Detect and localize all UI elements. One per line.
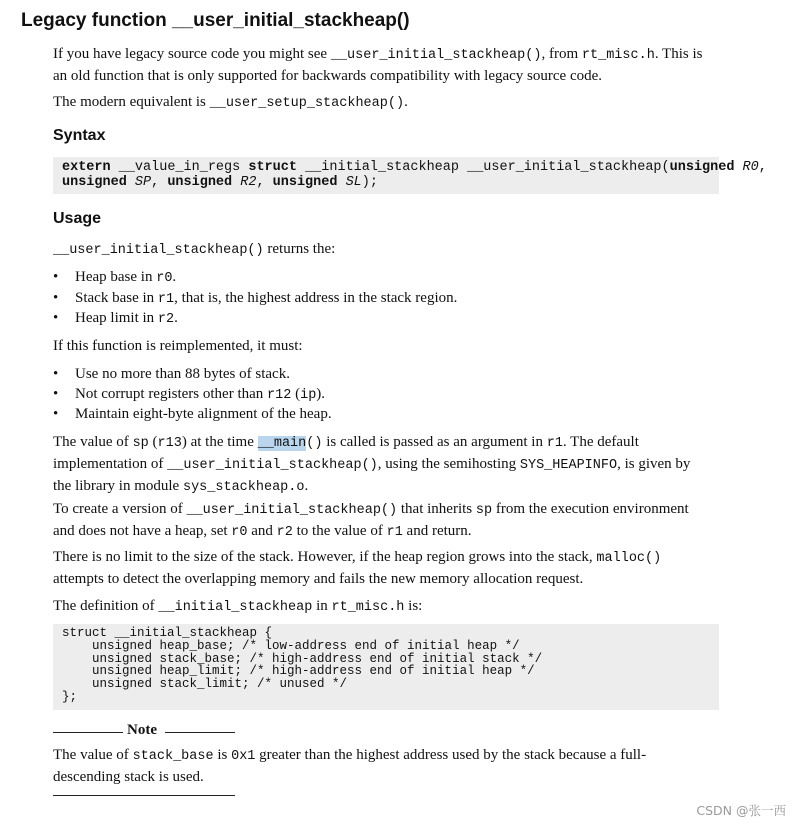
text: The value of <box>53 747 133 763</box>
code-register: r1 <box>386 525 403 540</box>
text: If you have legacy source code you might see <box>53 46 331 62</box>
stack-pointer-paragraph <box>53 432 733 498</box>
returns-paragraph <box>53 239 733 261</box>
reimplemented-paragraph: If this function is reimplemented, it must: <box>53 338 303 354</box>
text: from the execution environment <box>492 501 689 517</box>
stack-limit-paragraph <box>53 547 733 589</box>
text: returns the: <box>263 241 336 257</box>
watermark: CSDN @张一西 <box>696 803 786 818</box>
syntax-code-block <box>53 157 767 194</box>
text: is: <box>404 598 423 614</box>
code-keyword: unsigned <box>669 160 743 175</box>
text: , from <box>541 46 582 62</box>
paragraph-line <box>53 521 733 543</box>
text: The modern equivalent is <box>53 94 210 110</box>
list-item <box>53 289 457 310</box>
paragraph-line <box>53 476 733 498</box>
text: ( <box>148 434 158 450</box>
text: . <box>404 94 408 110</box>
text: and <box>247 523 277 539</box>
text: Heap base in <box>75 269 157 285</box>
code-function-name: __user_initial_stackheap() <box>186 503 398 518</box>
code-line: unsigned heap_limit; /* high-address end of initial heap */ <box>62 664 535 679</box>
list-item <box>53 268 457 289</box>
text: and return. <box>402 523 472 539</box>
text: and does not have a heap, set <box>53 523 232 539</box>
code-line: unsigned stack_base; /* high-address end of initial stack */ <box>62 651 543 666</box>
paragraph-line <box>53 432 733 454</box>
paragraph-line <box>53 547 733 569</box>
note-rule-left <box>53 732 123 733</box>
text: The definition of <box>53 598 159 614</box>
syntax-line-1 <box>62 160 767 175</box>
code-keyword: extern <box>62 160 119 175</box>
text: Maintain eight-byte alignment of the heap. <box>75 406 332 422</box>
text: Not corrupt registers other than <box>75 385 268 402</box>
highlighted-main-link[interactable]: __main <box>257 436 307 451</box>
definition-paragraph <box>53 596 733 618</box>
code-token: __initial_stackheap __user_initial_stackheap( <box>305 160 670 175</box>
code-header-name: rt_misc.h <box>331 600 405 615</box>
text: is called is passed as an argument in <box>322 434 547 450</box>
requirements-list <box>53 365 332 425</box>
note-label: Note <box>127 722 157 738</box>
text: to the value of <box>292 523 387 539</box>
struct-code-block <box>53 624 719 710</box>
paragraph-line <box>53 454 733 476</box>
list-item <box>53 309 457 330</box>
code-keyword: struct <box>248 160 306 175</box>
text: Use no more than 88 bytes of stack. <box>75 366 290 382</box>
text: , is given by <box>617 456 691 472</box>
code-function-name: __user_initial_stackheap() <box>330 48 542 63</box>
text: , using the semihosting <box>377 456 520 472</box>
text: , that is, the highest address in the stack region. <box>174 289 458 306</box>
text: Heap limit in <box>75 310 158 326</box>
code-token: , <box>758 160 767 175</box>
text: ). <box>316 385 326 402</box>
text: greater than the highest address used by the stack because a full- <box>255 747 647 763</box>
code-parens: () <box>306 436 323 451</box>
paragraph-line <box>53 499 733 521</box>
code-function-name: malloc() <box>596 551 662 566</box>
code-register: r1 <box>546 436 563 451</box>
create-version-paragraph <box>53 499 733 543</box>
modern-equivalent-paragraph <box>53 92 733 114</box>
code-parameter: R0 <box>742 160 759 175</box>
code-line: unsigned stack_limit; /* unused */ <box>62 677 348 692</box>
code-header-name: rt_misc.h <box>581 48 655 63</box>
code-constant: 0x1 <box>231 749 256 764</box>
text: implementation of <box>53 456 168 472</box>
code-struct-name: __initial_stackheap <box>158 600 313 615</box>
usage-heading: Usage <box>53 210 102 227</box>
returns-list <box>53 268 457 330</box>
text: The value of <box>53 434 133 450</box>
text: There is no limit to the size of the stack. However, if the heap region grows into the stack, <box>53 549 597 565</box>
code-parameter: R2 <box>240 175 257 190</box>
intro-line-2: an old function that is only supported for backwards compatibility with legacy source code. <box>53 68 603 84</box>
note-paragraph <box>53 745 733 787</box>
code-line: struct __initial_stackheap { <box>62 626 273 640</box>
syntax-heading: Syntax <box>53 127 106 144</box>
code-keyword: unsigned <box>62 175 135 190</box>
list-item <box>53 405 332 425</box>
code-keyword: unsigned <box>272 175 346 190</box>
code-token: __value_in_regs <box>118 160 249 175</box>
code-parameter: SL <box>345 175 362 190</box>
paragraph-line <box>53 745 733 767</box>
code-field-name: stack_base <box>132 749 214 764</box>
code-module-name: sys_stackheap.o <box>182 480 305 495</box>
code-function-name: __user_initial_stackheap() <box>167 458 378 473</box>
text: is <box>213 747 232 763</box>
code-register: ip <box>300 387 317 403</box>
page-title: Legacy function __user_initial_stackheap() <box>21 10 410 31</box>
code-register: r0 <box>156 271 173 286</box>
code-keyword: unsigned <box>167 175 241 190</box>
code-register: r13 <box>157 436 182 451</box>
code-register: r12 <box>267 387 292 403</box>
syntax-line-2 <box>62 175 710 190</box>
code-line: unsigned heap_base; /* low-address end of initial heap */ <box>62 638 520 653</box>
paragraph-line: attempts to detect the overlapping memory and fails the new memory allocation request. <box>53 571 584 587</box>
list-item <box>53 385 332 406</box>
code-constant: SYS_HEAPINFO <box>519 458 618 473</box>
text: Stack base in <box>75 289 158 306</box>
text: . This is <box>654 46 703 62</box>
text: the library in module <box>53 478 183 494</box>
code-token: , <box>151 175 168 190</box>
code-register: sp <box>475 503 493 518</box>
code-function-name: __user_setup_stackheap() <box>209 96 405 111</box>
code-register: r1 <box>157 291 175 307</box>
note-rule-right <box>165 732 235 733</box>
code-register: sp <box>132 436 149 451</box>
code-token: , <box>256 175 273 190</box>
code-line: }; <box>62 689 78 704</box>
code-register: r2 <box>157 312 175 327</box>
code-register: r0 <box>231 525 248 540</box>
text: in <box>312 598 332 614</box>
paragraph-line: descending stack is used. <box>53 769 204 785</box>
code-register: r2 <box>276 525 293 540</box>
intro-paragraph <box>53 44 733 86</box>
text: ) at the time <box>181 434 258 450</box>
text: . <box>304 478 309 494</box>
text: that inherits <box>397 501 476 517</box>
text: . <box>172 269 177 285</box>
code-function-name: __user_initial_stackheap() <box>53 243 264 258</box>
code-token: ); <box>361 175 378 190</box>
text: . <box>174 310 178 326</box>
code-parameter: SP <box>134 175 152 190</box>
intro-line-1 <box>53 44 733 66</box>
text: . The default <box>562 434 639 450</box>
note-rule-bottom <box>53 795 235 796</box>
text: ( <box>291 385 301 402</box>
text: To create a version of <box>53 501 187 517</box>
list-item <box>53 365 332 385</box>
